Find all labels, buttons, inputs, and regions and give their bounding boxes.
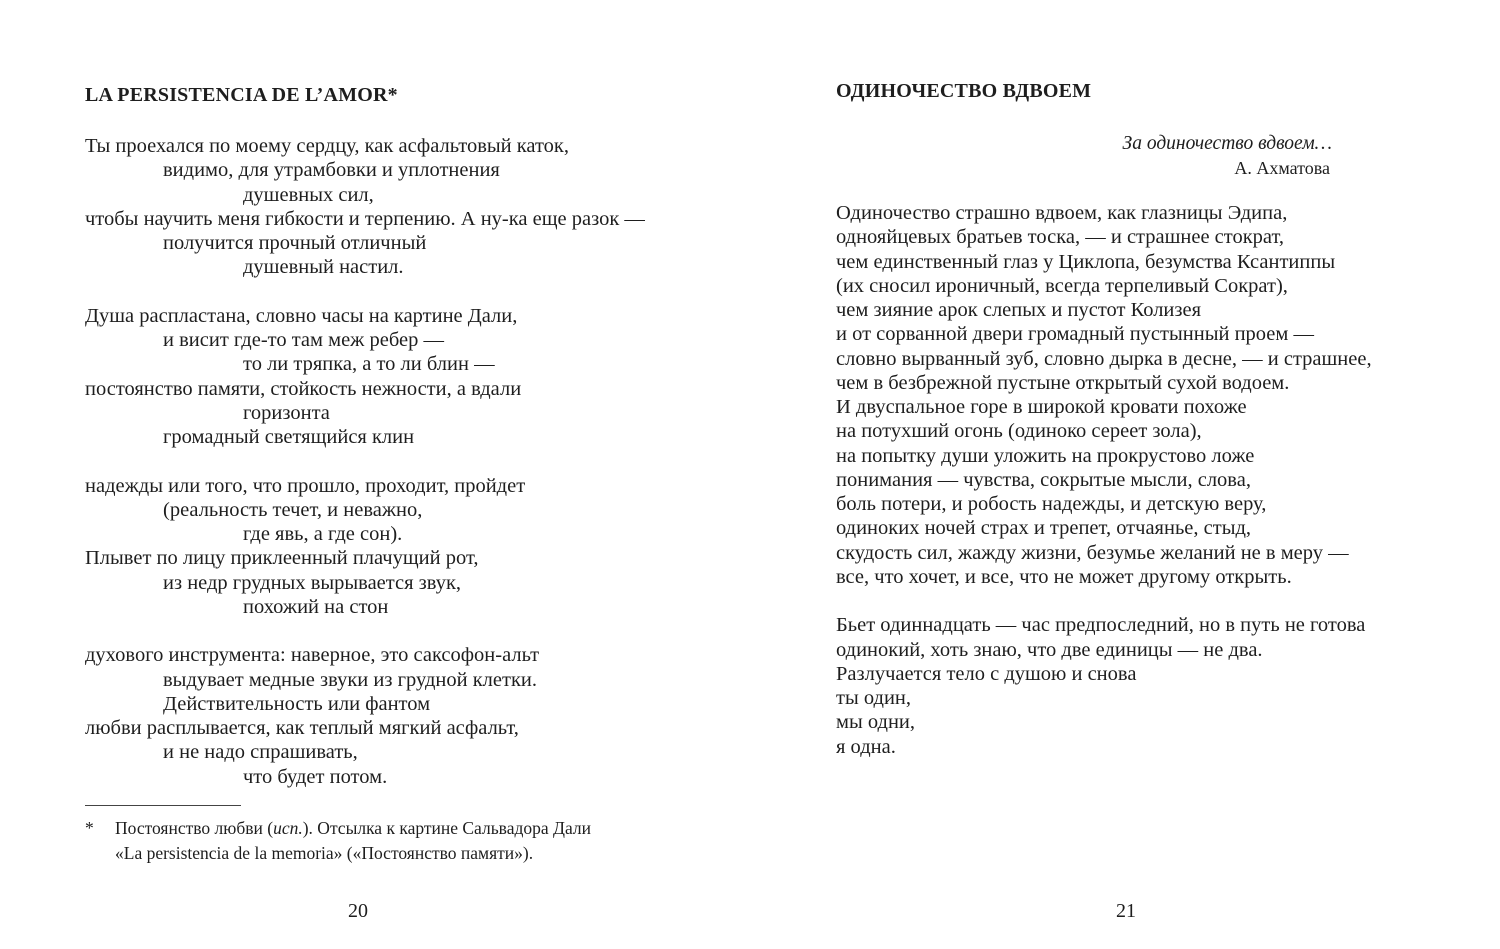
poem-body — [836, 201, 1372, 759]
page-number: 21 — [1116, 900, 1136, 922]
poem-line: из недр грудных вырывается звук, — [163, 571, 462, 594]
poem-line: (реальность течет, и неважно, — [163, 498, 423, 521]
poem-line: чтобы научить меня гибкости и терпению. А ну-ка еще разок — — [85, 207, 645, 230]
poem-line: И двуспальное горе в широкой кровати похоже — [836, 396, 1247, 418]
poem-line: чем зияние арок слепых и пустот Колизея — [836, 299, 1202, 321]
poem-line: Одиночество страшно вдвоем, как глазницы Эдипа, — [836, 202, 1288, 224]
poem-line: горизонта — [243, 401, 330, 424]
poem-line: на попытку души уложить на прокрустово ложе — [836, 444, 1255, 467]
poem-line: понимания — чувства, сокрытые мысли, слова, — [836, 468, 1251, 491]
poem-line: боль потери, и робость надежды, и детскую веру, — [836, 493, 1267, 515]
poem-body — [85, 134, 645, 789]
poem-line: скудость сил, жажду жизни, безумье желаний не в меру — — [836, 541, 1349, 564]
footnote-divider — [85, 805, 241, 806]
poem-line: видимо, для утрамбовки и уплотнения — [163, 159, 500, 182]
poem-line: душевных сил, — [243, 183, 374, 206]
poem-line: одиноких ночей страх и трепет, отчаянье, стыд, — [836, 517, 1252, 540]
poem-line: мы одни, — [836, 711, 916, 734]
poem-line: надежды или того, что прошло, проходит, пройдет — [85, 474, 526, 497]
poem-title: LA PERSISTENCIA DE L’AMOR* — [85, 84, 398, 106]
epigraph — [1123, 131, 1332, 181]
poem-line: Разлучается тело с душою и снова — [836, 662, 1137, 685]
poem-line: на потухший огонь (одиноко сереет зола), — [836, 420, 1202, 443]
footnote-line — [85, 816, 705, 841]
poem-line: чем единственный глаз у Циклопа, безумства Ксантиппы — [836, 250, 1336, 273]
poem-line: похожий на стон — [243, 595, 389, 618]
poem-title: ОДИНОЧЕСТВО ВДВОЕМ — [836, 80, 1092, 102]
poem-line: чем в безбрежной пустыне открытый сухой водоем. — [836, 371, 1290, 394]
poem-line: то ли тряпка, а то ли блин — — [243, 353, 495, 376]
epigraph-author: А. Ахматова — [1234, 158, 1330, 178]
poem-line: постоянство памяти, стойкость нежности, а вдали — [85, 377, 522, 400]
stanza — [836, 201, 1372, 589]
footnote-line: «La persistencia de la memoria» («Постоянство памяти»). — [115, 843, 534, 863]
stanza — [85, 134, 645, 280]
footnote — [85, 816, 705, 866]
poem-line: душевный настил. — [243, 256, 404, 279]
poem-line: Действительность или фантом — [163, 692, 431, 715]
page-number: 20 — [348, 900, 368, 922]
poem-line: где явь, а где сон). — [243, 523, 403, 545]
poem-line: что будет потом. — [243, 765, 388, 788]
poem-line: словно вырванный зуб, словно дырка в десне, — и страшнее, — [836, 347, 1372, 370]
poem-line: однояйцевых братьев тоска, — и страшнее стократ, — [836, 226, 1285, 249]
footnote-text: Постоянство любви ( — [115, 818, 274, 838]
poem-line: Бьет одиннадцать — час предпоследний, но в путь не готова — [836, 614, 1366, 637]
poem-line: громадный светящийся клин — [163, 426, 415, 448]
poem-line: (их сносил ироничный, всегда терпеливый Сократ), — [836, 274, 1288, 297]
poem-line: и от сорванной двери громадный пустынный проем — — [836, 323, 1314, 346]
poem-line: Плывет по лицу приклеенный плачущий рот, — [85, 547, 479, 570]
right-page — [750, 0, 1500, 949]
poem-line: я одна. — [836, 735, 896, 758]
stanza — [85, 304, 645, 450]
poem-line: Ты проехался по моему сердцу, как асфальтовый каток, — [85, 135, 570, 157]
poem-line: и висит где-то там меж ребер — — [163, 329, 444, 351]
poem-line: и не надо спрашивать, — [163, 741, 358, 764]
stanza — [85, 474, 645, 620]
poem-line: все, что хочет, и все, что не может другому открыть. — [836, 565, 1292, 588]
poem-line: духового инструмента: наверное, это саксофон-альт — [85, 644, 540, 667]
epigraph-text: За одиночество вдвоем… — [1122, 133, 1332, 154]
poem-line: одинокий, хоть знаю, что две единицы — не два. — [836, 638, 1263, 661]
footnote-abbrev: исп. — [273, 818, 303, 838]
poem-line: Душа распластана, словно часы на картине Дали, — [85, 304, 518, 327]
footnote-marker: * — [85, 818, 94, 838]
poem-line: любви расплывается, как теплый мягкий асфальт, — [85, 717, 519, 739]
poem-line: ты один, — [836, 687, 912, 709]
poem-line: выдувает медные звуки из грудной клетки. — [163, 668, 537, 691]
stanza — [836, 613, 1372, 759]
stanza — [85, 643, 645, 789]
poem-line: получится прочный отличный — [163, 232, 427, 254]
footnote-text: ). Отсылка к картине Сальвадора Дали — [302, 818, 591, 838]
